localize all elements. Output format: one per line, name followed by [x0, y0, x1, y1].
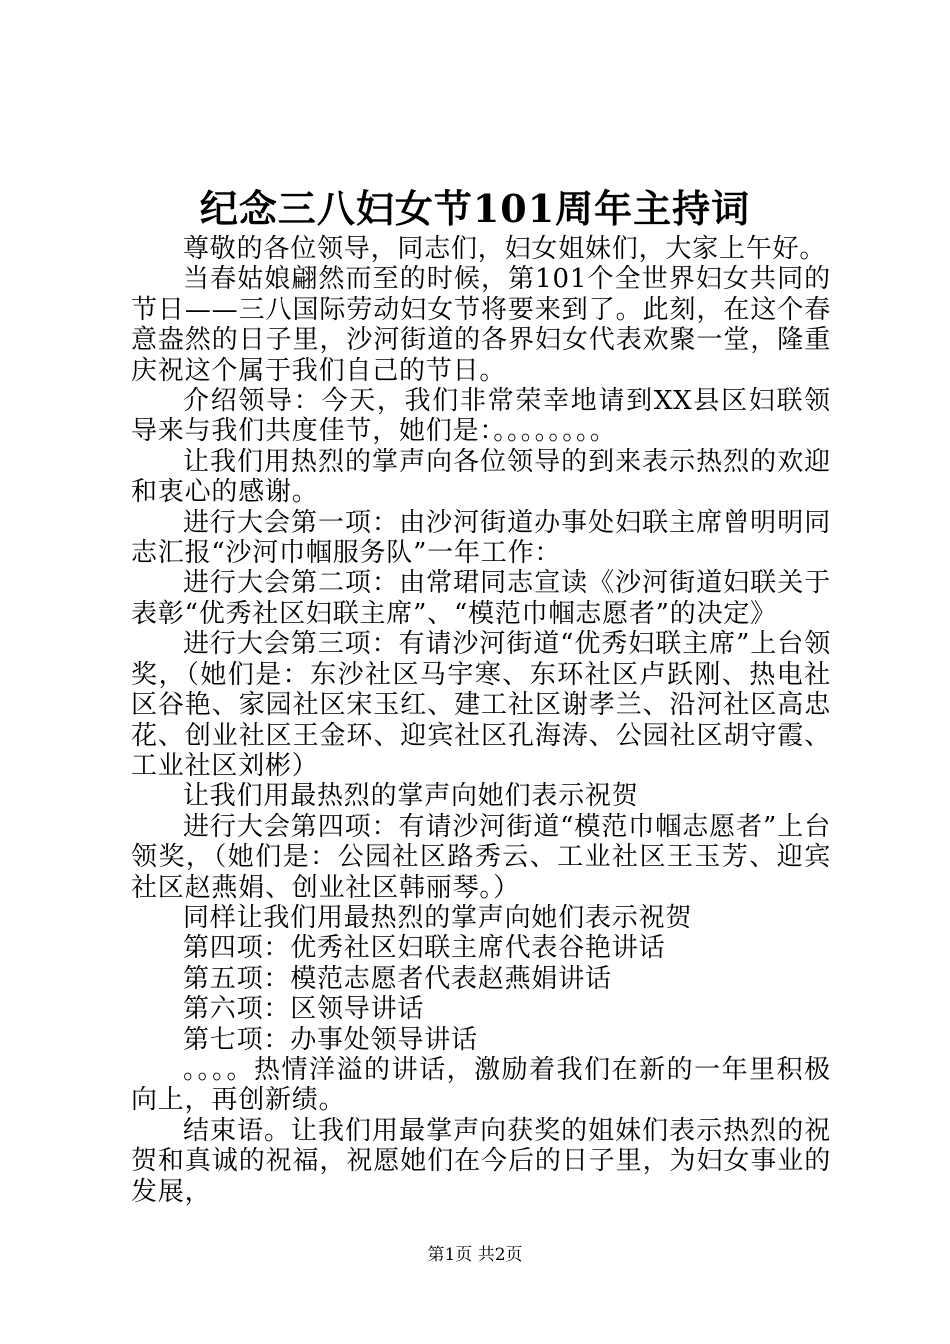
paragraph: 尊敬的各位领导，同志们，妇女姐妹们，大家上午好。 [183, 234, 827, 264]
document-title: 纪念三八妇女节101周年主持词 [199, 186, 751, 231]
paragraph: 第四项：优秀社区妇联主席代表谷艳讲话 [183, 933, 666, 964]
paragraph: 进行大会第二项：由常珺同志宣读《沙河街道妇联关于表彰“优秀社区妇联主席”、“模范巾帼志愿者”的决定》 [131, 568, 831, 629]
paragraph: 进行大会第一项：由沙河街道办事处妇联主席曾明明同志汇报“沙河巾帼服务队”一年工作： [131, 507, 831, 569]
paragraph: 让我们用最热烈的掌声向她们表示祝贺 [183, 781, 639, 812]
paragraph: 第六项：区领导讲话 [183, 994, 425, 1025]
paragraph: 当春姑娘翩然而至的时候，第101个全世界妇女共同的节日——三八国际劳动妇女节将要来到了。此刻，在这个春意盎然的日子里，沙河街道的各界妇女代表欢聚一堂，隆重庆祝这个属于我们自己的节日。 [131, 264, 831, 386]
paragraph: 进行大会第三项：有请沙河街道“优秀妇联主席”上台领奖，（她们是：东沙社区马宇寒、东环社区卢跃刚、热电社区谷艳、家园社区宋玉红、建工社区谢孝兰、沿河社区高忠花、创业社区王金环、迎宾社区孔海涛、公园社区胡守霞、工业社区刘彬） [131, 629, 831, 781]
paragraph: 进行大会第四项：有请沙河街道“模范巾帼志愿者”上台领奖，（她们是：公园社区路秀云、工业社区王玉芳、迎宾社区赵燕娟、创业社区韩丽琴。） [131, 811, 831, 903]
page-footer: 第1页 共2页 [427, 1245, 523, 1265]
document-body [131, 234, 831, 1207]
paragraph: 同样让我们用最热烈的掌声向她们表示祝贺 [183, 902, 693, 933]
paragraph: 第七项：办事处领导讲话 [183, 1024, 478, 1055]
paragraph: 结束语。让我们用最掌声向获奖的姐妹们表示热烈的祝贺和真诚的祝福，祝愿她们在今后的日子里，为妇女事业的发展， [131, 1115, 831, 1207]
paragraph: 让我们用热烈的掌声向各位领导的到来表示热烈的欢迎和衷心的感谢。 [131, 446, 831, 508]
paragraph: 第五项：模范志愿者代表赵燕娟讲话 [183, 963, 612, 994]
paragraph: 。。。。热情洋溢的讲话，激励着我们在新的一年里积极向上，再创新绩。 [131, 1054, 831, 1116]
paragraph: 介绍领导：今天，我们非常荣幸地请到XX县区妇联领导来与我们共度佳节，她们是：。。。。。。。。 [131, 386, 831, 447]
